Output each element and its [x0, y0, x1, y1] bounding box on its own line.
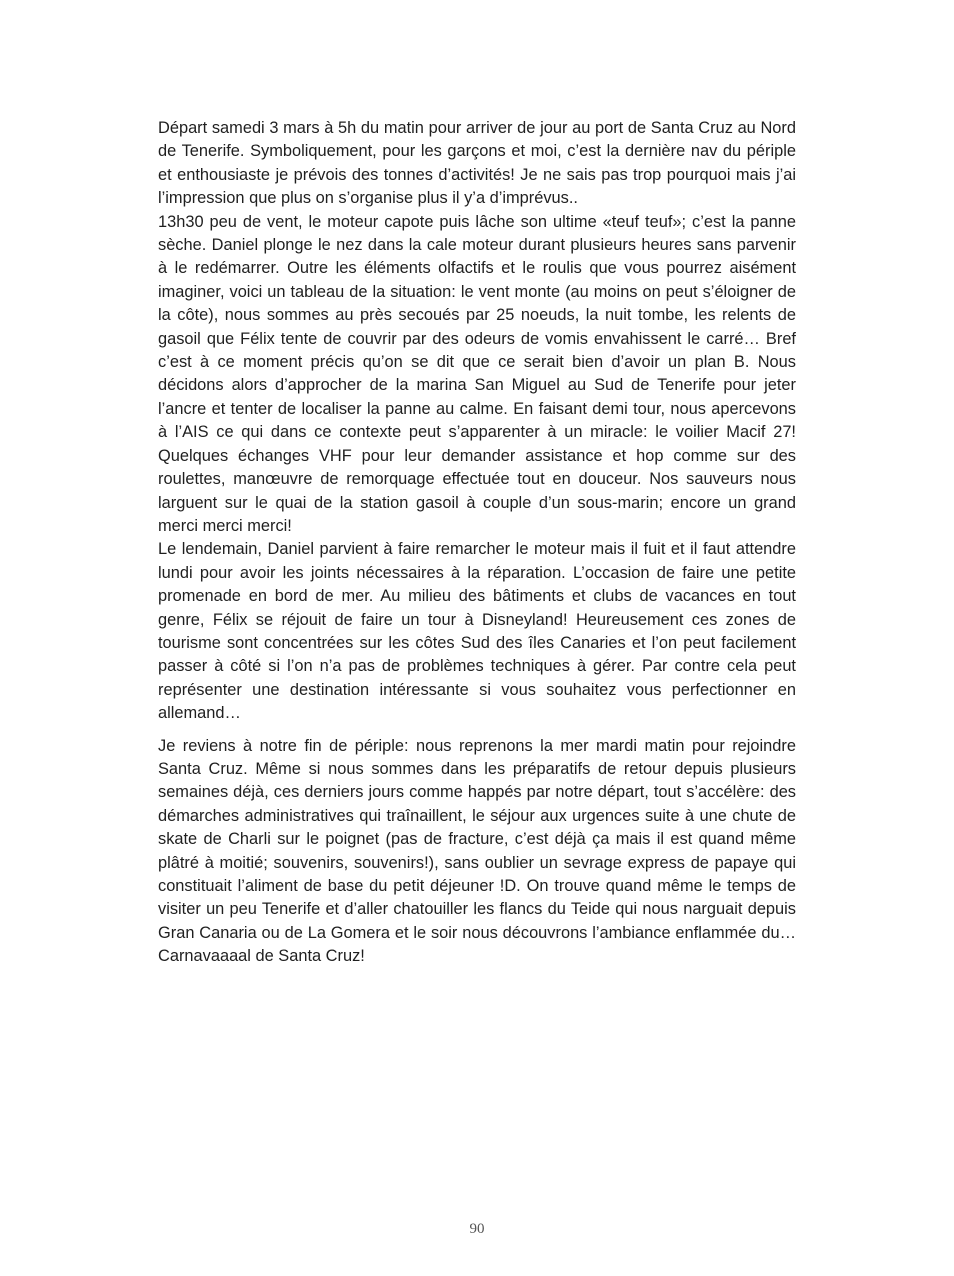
- paragraph-engine-failure: 13h30 peu de vent, le moteur capote puis lâche son ultime «teuf teuf»; c’est la panne sèche. Daniel plonge le nez dans la cale moteur durant plusieurs heures sans parvenir à le redémarrer. Outre les éléments olfactifs et le roulis que vous pourrez aisément imaginer, voici un tableau de la situation: le vent monte (au moins on peut s’éloigner de la côte), nous sommes au près secoués par 25 noeuds, la nuit tombe, les relents de gasoil que Félix tente de couvrir par des odeurs de vomis envahissent le carré… Bref c’est à ce moment précis qu’on se dit que ce serait bien d’avoir un plan B. Nous décidons alors d’approcher de la marina San Miguel au Sud de Tenerife pour jeter l’ancre et tenter de localiser la panne au calme. En faisant demi tour, nous apercevons à l’AIS ce qui dans ce contexte peut s’apparenter à un miracle: le voilier Macif 27! Quelques échanges VHF pour leur demander assistance et hop comme sur des roulettes, manœuvre de remorquage effectuée tout en douceur. Nos sauveurs nous larguent sur le quai de la station gasoil à couple d’un sous-marin; encore un grand merci merci merci!: [158, 212, 796, 535]
- paragraph-departure: Départ samedi 3 mars à 5h du matin pour arriver de jour au port de Santa Cruz au Nord de Tenerife. Symboliquement, pour les garçons et moi, c’est la dernière nav du périple et enthousiaste je prévois des tonnes d’activités! Je ne sais pas trop pourquoi mais j’ai l’impression que plus on s’organise plus il y’a d’imprévus..: [158, 119, 796, 208]
- paragraph-next-day: Le lendemain, Daniel parvient à faire remarcher le moteur mais il fuit et il faut attendre lundi pour avoir les joints nécessaires à la réparation. L’occasion de faire une petite promenade en bord de mer. Au milieu des bâtiments et clubs de vacances en tout genre, Félix se réjouit de faire un tour à Disneyland! Heureusement ces zones de tourisme sont concentrées sur les côtes Sud des îles Canaries et l’on peut facilement passer à côté si l’on n’a pas de problèmes techniques à gérer. Par contre cela peut représenter une destination intéressante si vous souhaitez vous perfectionner en allemand…: [158, 540, 796, 723]
- page-number: 90: [469, 1221, 485, 1237]
- body-text: [158, 117, 796, 969]
- paragraph-end-of-journey: Je reviens à notre fin de périple: nous reprenons la mer mardi matin pour rejoindre Santa Cruz. Même si nous sommes dans les préparatifs de retour depuis plusieurs semaines déjà, ces derniers jours comme happés par notre départ, tout s’accélère: des démarches administratives qui traînaillent, le séjour aux urgences suite à une chute de skate de Charli sur le poignet (pas de fracture, c’est déjà ça mais il est quand même plâtré à moitié; souvenirs, souvenirs!), sans oublier un sevrage express de papaye qui constituait l’aliment de base du petit déjeuner !D. On trouve quand même le temps de visiter un peu Tenerife et d’aller chatouiller les flancs du Teide qui nous narguait depuis Gran Canaria ou de La Gomera et le soir nous découvrons l’ambiance enflammée du… Carnavaaaal de Santa Cruz!: [158, 736, 796, 966]
